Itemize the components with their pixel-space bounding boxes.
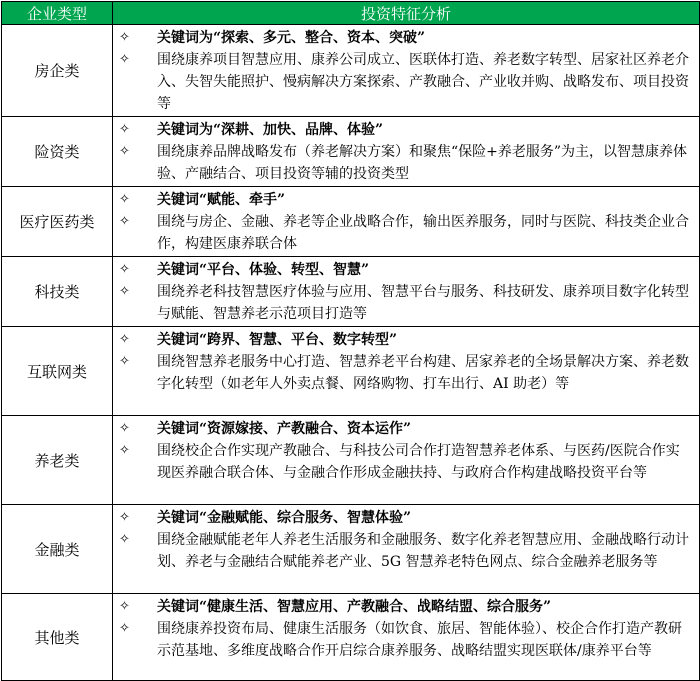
table-row — [2, 416, 700, 505]
table-row — [2, 117, 700, 187]
investment-analysis-table — [1, 1, 700, 681]
enterprise-type-cell: 其他类 — [2, 594, 113, 681]
detail-text: 围绕与房企、金融、养老等企业战略合作，输出医养服务，同时与医院、科技类企业合作，构建医康养联合体 — [157, 214, 689, 252]
analysis-cell — [113, 25, 700, 117]
analysis-cell — [113, 327, 700, 416]
detail-item — [117, 49, 693, 115]
keyword-item — [117, 418, 693, 440]
keyword-item — [117, 189, 693, 211]
detail-item — [117, 211, 693, 255]
table-row — [2, 505, 700, 594]
keyword-item — [117, 259, 693, 281]
diamond-bullet-icon: ✧ — [119, 284, 130, 299]
table-row — [2, 257, 700, 327]
detail-text: 围绕康养投资布局、健康生活服务（如饮食、旅居、智能体验）、校企合作打造产教研示范基地、多维度战略合作开启综合康养服务、战略结盟实现医联体/康养平台等 — [157, 621, 682, 659]
diamond-bullet-icon: ✧ — [119, 532, 130, 547]
keyword-item — [117, 329, 693, 351]
enterprise-type-cell: 险资类 — [2, 117, 113, 187]
detail-text: 围绕养老科技智慧医疗体验与应用、智慧平台与服务、科技研发、康养项目数字化转型与赋能、智慧养老示范项目打造等 — [157, 284, 689, 322]
keyword-item — [117, 119, 693, 141]
table-row — [2, 327, 700, 416]
table-row — [2, 25, 700, 117]
diamond-bullet-icon: ✧ — [119, 599, 130, 614]
analysis-cell — [113, 187, 700, 257]
diamond-bullet-icon: ✧ — [119, 421, 130, 436]
diamond-bullet-icon: ✧ — [119, 332, 130, 347]
header-investment-analysis: 投资特征分析 — [113, 2, 700, 25]
diamond-bullet-icon: ✧ — [119, 144, 130, 159]
detail-item — [117, 351, 693, 395]
keyword-text: 关键词“赋能、牵手” — [157, 192, 286, 208]
keyword-text: 关键词“跨界、智慧、平台、数字转型” — [157, 332, 398, 348]
keyword-item — [117, 27, 693, 49]
detail-text: 围绕智慧养老服务中心打造、智慧养老平台构建、居家养老的全场景解决方案、养老数字化转型（如老年人外卖点餐、网络购物、打车出行、AI 助老）等 — [157, 354, 689, 392]
detail-item — [117, 141, 693, 185]
enterprise-type-cell: 互联网类 — [2, 327, 113, 416]
enterprise-type-cell: 医疗医药类 — [2, 187, 113, 257]
keyword-text: 关键词为“探索、多元、整合、资本、突破” — [157, 30, 426, 46]
keyword-item — [117, 507, 693, 529]
diamond-bullet-icon: ✧ — [119, 621, 130, 636]
diamond-bullet-icon: ✧ — [119, 122, 130, 137]
analysis-cell — [113, 416, 700, 505]
detail-item — [117, 440, 693, 484]
analysis-cell — [113, 257, 700, 327]
diamond-bullet-icon: ✧ — [119, 262, 130, 277]
keyword-item — [117, 596, 693, 618]
enterprise-type-cell: 金融类 — [2, 505, 113, 594]
table-row — [2, 594, 700, 681]
diamond-bullet-icon: ✧ — [119, 510, 130, 525]
diamond-bullet-icon: ✧ — [119, 30, 130, 45]
keyword-text: 关键词“健康生活、智慧应用、产教融合、战略结盟、综合服务” — [157, 599, 552, 615]
detail-text: 围绕康养项目智慧应用、康养公司成立、医联体打造、养老数字转型、居家社区养老介入、失智失能照护、慢病解决方案探索、产教融合、产业收并购、战略发布、项目投资等 — [157, 52, 689, 112]
analysis-cell — [113, 594, 700, 681]
enterprise-type-cell: 养老类 — [2, 416, 113, 505]
analysis-cell — [113, 505, 700, 594]
diamond-bullet-icon: ✧ — [119, 52, 130, 67]
diamond-bullet-icon: ✧ — [119, 192, 130, 207]
diamond-bullet-icon: ✧ — [119, 214, 130, 229]
analysis-cell — [113, 117, 700, 187]
header-enterprise-type: 企业类型 — [2, 2, 113, 25]
detail-text: 围绕校企合作实现产教融合、与科技公司合作打造智慧养老体系、与医药/医院合作实现医养融合联合体、与金融合作形成金融扶持、与政府合作构建战略投资平台等 — [157, 443, 680, 481]
keyword-text: 关键词“资源嫁接、产教融合、资本运作” — [157, 421, 412, 437]
keyword-text: 关键词为“深耕、加快、品牌、体验” — [157, 122, 384, 138]
detail-text: 围绕康养品牌战略发布（养老解决方案）和聚焦“保险+养老服务”为主，以智慧康养体验、产融结合、项目投资等辅的投资类型 — [157, 144, 688, 182]
table-header-row — [2, 2, 700, 25]
diamond-bullet-icon: ✧ — [119, 354, 130, 369]
keyword-text: 关键词“金融赋能、综合服务、智慧体验” — [157, 510, 412, 526]
diamond-bullet-icon: ✧ — [119, 443, 130, 458]
enterprise-type-cell: 科技类 — [2, 257, 113, 327]
table-row — [2, 187, 700, 257]
detail-item — [117, 618, 693, 662]
detail-item — [117, 281, 693, 325]
enterprise-type-cell: 房企类 — [2, 25, 113, 117]
detail-item — [117, 529, 693, 573]
detail-text: 围绕金融赋能老年人养老生活服务和金融服务、数字化养老智慧应用、金融战略行动计划、养老与金融结合赋能养老产业、5G 智慧养老特色网点、综合金融养老服务等 — [157, 532, 689, 570]
keyword-text: 关键词“平台、体验、转型、智慧” — [157, 262, 370, 278]
